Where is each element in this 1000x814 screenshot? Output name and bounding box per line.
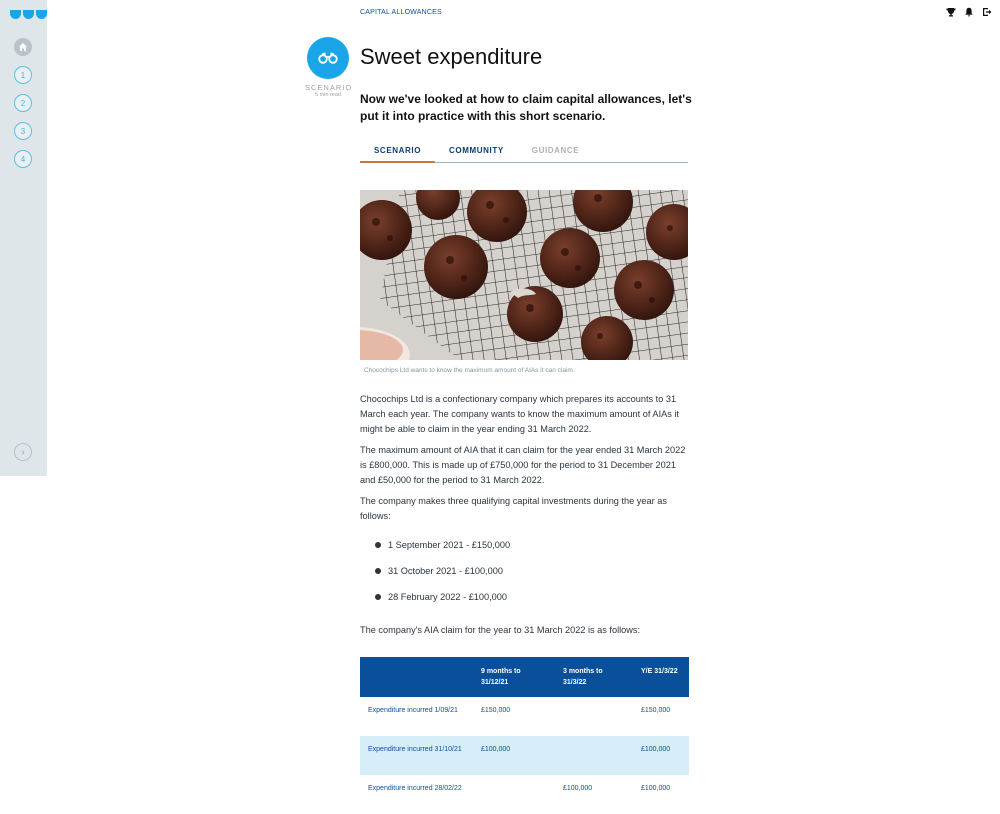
list-item <box>375 540 510 566</box>
next-button[interactable] <box>14 443 32 461</box>
read-time-label: 5 min read <box>315 92 341 98</box>
tab-bar <box>360 144 688 163</box>
paragraph-investments: The company makes three qualifying capital investments during the year as follows: <box>360 496 667 521</box>
table-row <box>360 775 689 814</box>
table-cell <box>555 736 633 775</box>
table-cell: £100,000 <box>633 736 689 775</box>
bullet-icon <box>375 594 381 600</box>
table-cell: £100,000 <box>563 785 593 792</box>
cookies-photo <box>360 190 688 360</box>
table-cell <box>555 697 633 736</box>
step-1-button[interactable]: 1 <box>14 66 32 84</box>
table-row <box>360 697 689 736</box>
list-item-label: 1 September 2021 - £150,000 <box>388 540 511 550</box>
top-icons <box>946 7 992 17</box>
table-cell: £150,000 <box>641 707 671 714</box>
home-icon <box>18 42 28 52</box>
home-button[interactable] <box>14 38 32 56</box>
step-2-button[interactable]: 2 <box>14 94 32 112</box>
table-cell: Expenditure incurred 1/09/21 <box>368 707 458 714</box>
trophy-icon[interactable] <box>946 7 956 17</box>
step-4-button[interactable]: 4 <box>14 150 32 168</box>
bullet-icon <box>375 568 381 574</box>
tab-guidance: GUIDANCE <box>531 146 580 155</box>
scenario-badge <box>307 37 349 79</box>
aia-claim-table <box>360 657 689 814</box>
investment-list <box>375 540 510 618</box>
page-title: Sweet expenditure <box>360 44 543 69</box>
step-3-button[interactable]: 3 <box>14 122 32 140</box>
table-cell: £150,000 <box>481 707 511 714</box>
table-cell: £100,000 <box>641 785 671 792</box>
logo[interactable] <box>10 10 47 19</box>
list-item-label: 31 October 2021 - £100,000 <box>388 566 503 576</box>
list-item <box>375 566 510 592</box>
table-header-cell: 3 months to 31/3/22 <box>555 657 633 697</box>
content-type-label: SCENARIO <box>305 83 353 92</box>
binoculars-icon <box>318 52 338 64</box>
table-cell: £100,000 <box>473 736 555 775</box>
list-item <box>375 592 510 618</box>
paragraph-intro: Chocochips Ltd is a confectionary company which prepares its accounts to 31 March each year. The company wants to know the maximum amount of AIAs it might be able to claim in the year ending 31 March 2022. <box>360 394 679 434</box>
list-item-label: 28 February 2022 - £100,000 <box>388 592 508 602</box>
table-header-cell <box>360 657 473 697</box>
paragraph-claim: The company's AIA claim for the year to 31 March 2022 is as follows: <box>360 625 641 635</box>
paragraph-aia-limit: The maximum amount of AIA that it can claim for the year ended 31 March 2022 is £800,000. This is made up of £750,000 for the period to 31 December 2021 and £50,000 for the period to 31 March 2022. <box>360 445 686 485</box>
scenario-image <box>360 190 688 360</box>
table-cell: Expenditure incurred 31/10/21 <box>360 736 473 775</box>
table-header-cell: 9 months to 31/12/21 <box>473 657 555 697</box>
table-header-row <box>360 657 689 697</box>
tab-scenario[interactable]: SCENARIO <box>360 144 435 163</box>
table-cell <box>473 775 555 814</box>
table-header-cell: Y/E 31/3/22 <box>633 657 689 697</box>
sidebar <box>0 0 47 476</box>
table-row <box>360 736 689 775</box>
bell-icon[interactable] <box>964 7 974 17</box>
bullet-icon <box>375 542 381 548</box>
breadcrumb[interactable]: CAPITAL ALLOWANCES <box>360 9 442 16</box>
page-subtitle: Now we've looked at how to claim capital allowances, let's put it into practice with this short scenario. <box>360 92 692 123</box>
image-caption: Chocochips Ltd wants to know the maximum amount of AIAs it can claim. <box>364 367 575 374</box>
logout-icon[interactable] <box>982 7 992 17</box>
chevron-right-icon: › <box>21 446 25 458</box>
tab-community[interactable]: COMMUNITY <box>449 146 504 155</box>
table-cell: Expenditure incurred 28/02/22 <box>368 785 462 792</box>
